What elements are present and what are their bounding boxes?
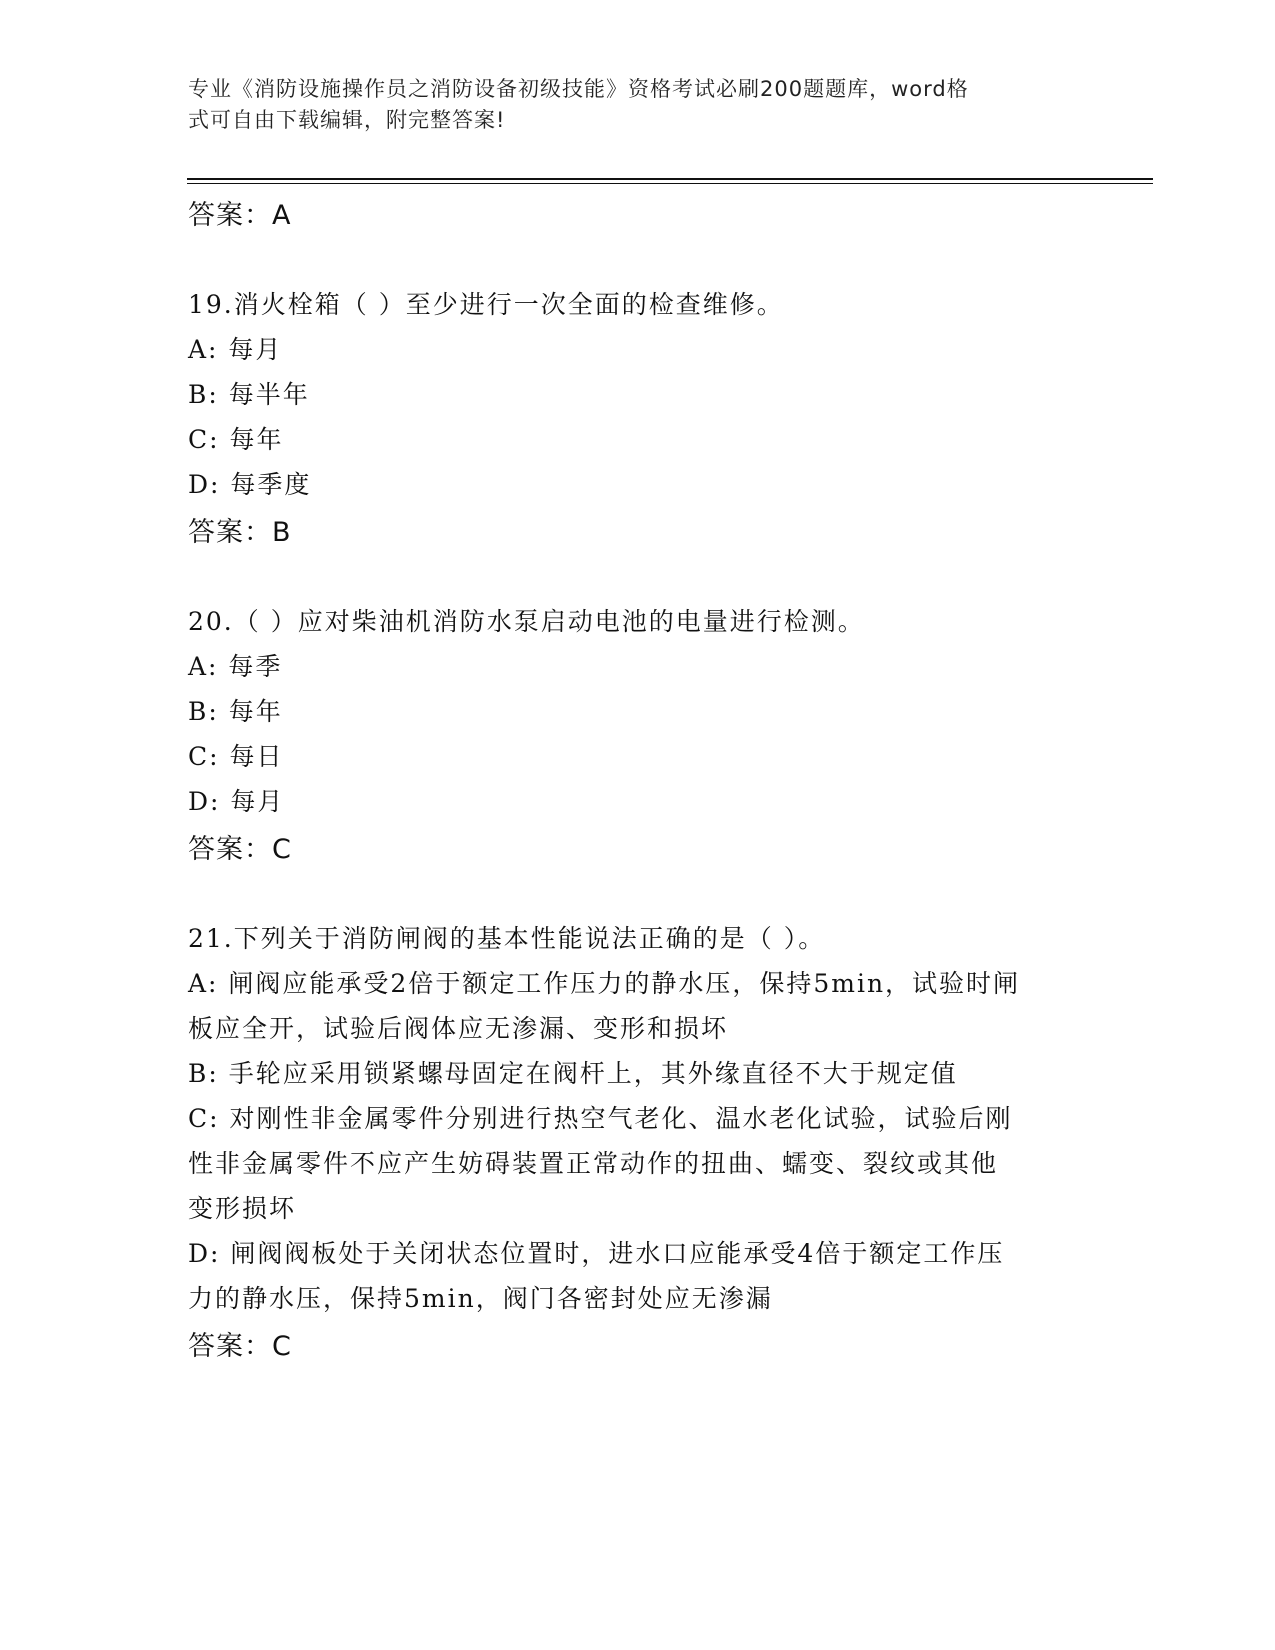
question-19-option-c: C: 每年 (188, 425, 284, 454)
question-19-answer: 答案：B (188, 517, 292, 548)
question-19-option-a: A: 每月 (188, 335, 283, 364)
document-header (188, 74, 1068, 136)
question-20-option-b: B: 每年 (188, 697, 283, 726)
question-21-option-c-line-2: 性非金属零件不应产生妨碍装置正常动作的扭曲、蠕变、裂纹或其他 (188, 1149, 999, 1178)
question-20-option-d: D: 每月 (188, 787, 285, 816)
question-19-stem: 19.消火栓箱（ ）至少进行一次全面的检查维修。 (188, 290, 784, 319)
header-line-2: 式可自由下载编辑，附完整答案! (188, 108, 506, 132)
question-21-stem: 21.下列关于消防闸阀的基本性能说法正确的是（ ）。 (188, 924, 826, 953)
question-21-option-c-line-3: 变形损坏 (188, 1194, 297, 1223)
question-20-option-c: C: 每日 (188, 742, 284, 771)
question-21-option-c-line-1: C: 对刚性非金属零件分别进行热空气老化、温水老化试验，试验后刚 (188, 1104, 1013, 1133)
question-21-option-b: B: 手轮应采用锁紧螺母固定在阀杆上，其外缘直径不大于规定值 (188, 1059, 958, 1088)
question-19-option-b: B: 每半年 (188, 380, 310, 409)
question-20-answer: 答案：C (188, 834, 292, 865)
question-20-option-a: A: 每季 (188, 652, 283, 681)
header-divider-thin (187, 183, 1153, 184)
question-21-option-d-line-1: D: 闸阀阀板处于关闭状态位置时，进水口应能承受4倍于额定工作压 (188, 1239, 1005, 1268)
question-20-stem: 20.（ ）应对柴油机消防水泵启动电池的电量进行检测。 (188, 607, 865, 636)
header-line-1: 专业《消防设施操作员之消防设备初级技能》资格考试必刷200题题库，word格 (188, 77, 969, 101)
question-21-answer: 答案：C (188, 1331, 292, 1362)
question-19-option-d: D: 每季度 (188, 470, 312, 499)
question-21-option-d-line-2: 力的静水压，保持5min，阀门各密封处应无渗漏 (188, 1284, 773, 1313)
question-21-option-a-line-2: 板应全开，试验后阀体应无渗漏、变形和损坏 (188, 1014, 729, 1043)
header-divider-thick (187, 178, 1153, 180)
answer-previous: 答案：A (188, 200, 292, 231)
question-21-option-a-line-1: A: 闸阀应能承受2倍于额定工作压力的静水压，保持5min，试验时闸 (188, 969, 1021, 998)
